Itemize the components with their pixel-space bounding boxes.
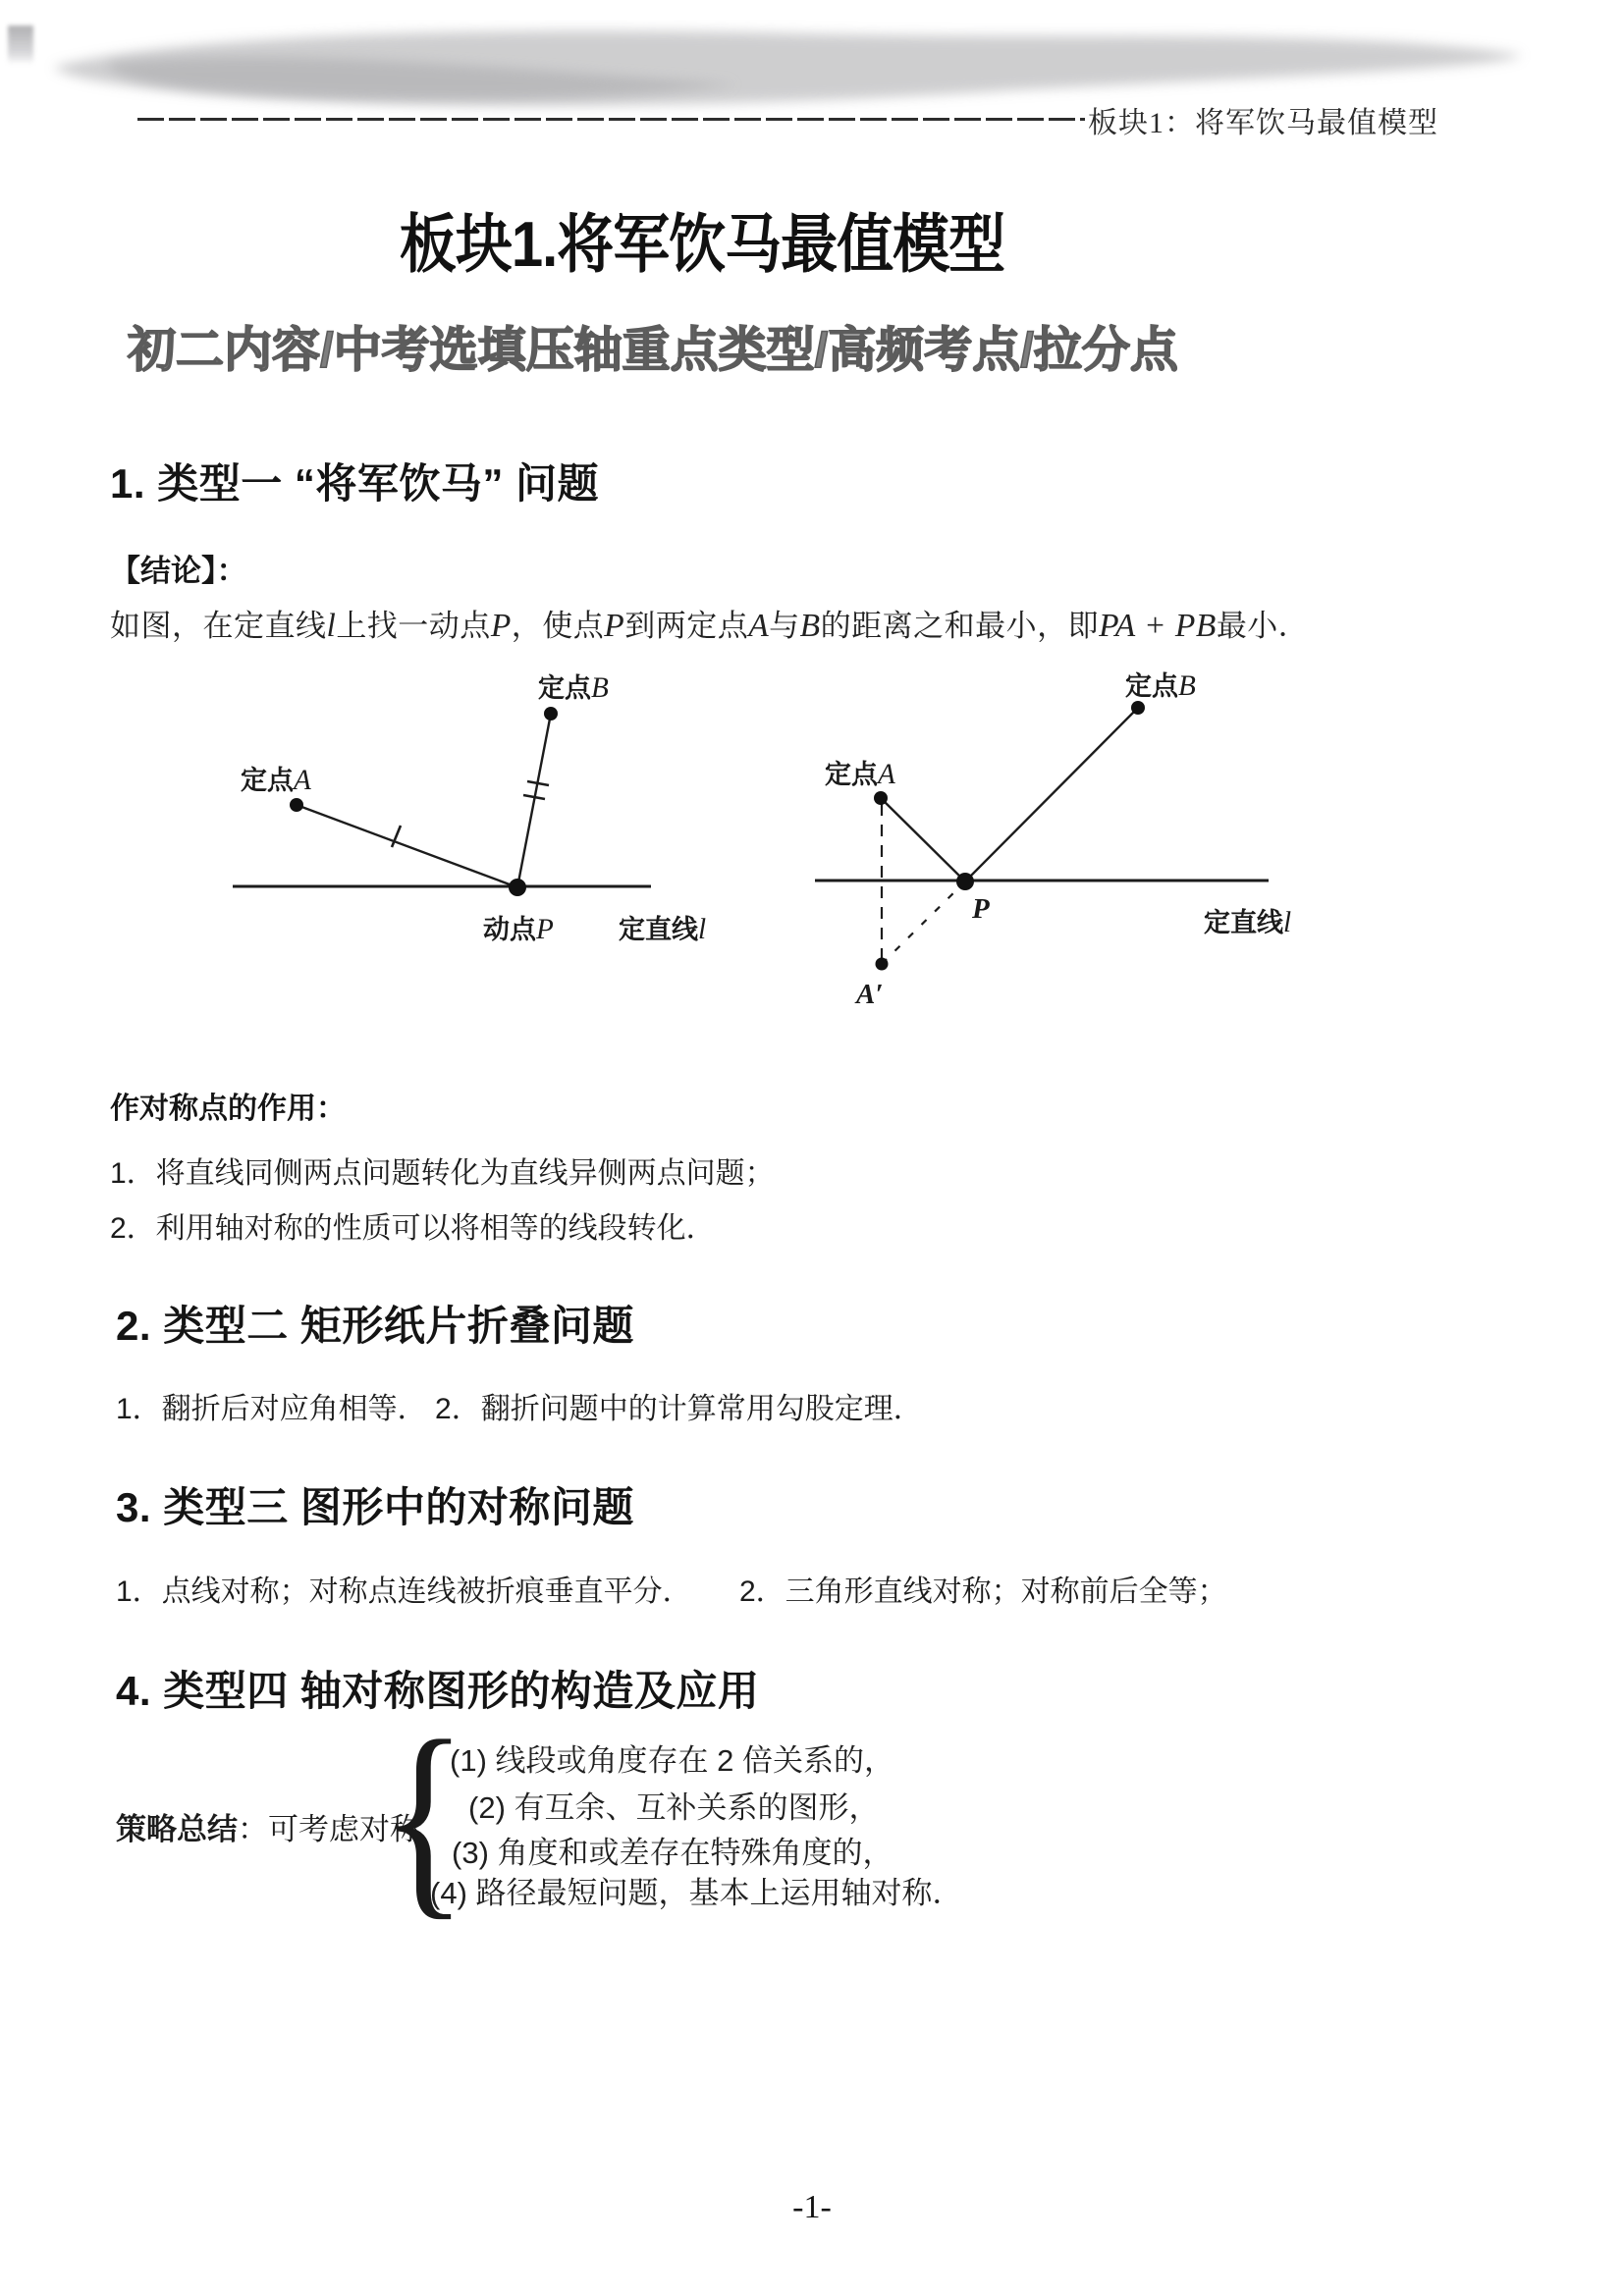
page-title: 板块1.将军饮马最值模型: [399, 208, 1005, 281]
strategy-item-3: (3) 角度和或差存在特殊角度的，: [452, 1836, 893, 1870]
symmetry-item-2: 2．利用轴对称的性质可以将相等的线段转化．: [110, 1212, 716, 1245]
symmetry-heading: 作对称点的作用：: [110, 1093, 346, 1125]
strategy-item-1: (1) 线段或角度存在 2 倍关系的，: [450, 1743, 894, 1778]
strategy-summary-label: 策略总结：可考虑对称: [116, 1812, 420, 1846]
strategy-item-4: (4) 路径最短问题，基本上运用轴对称．: [430, 1876, 963, 1910]
conclusion-label: 【结论】：: [110, 554, 247, 588]
label-fixed-point-a: 定点A: [241, 765, 311, 796]
strategy-item-2: (2) 有互余、互补关系的图形，: [468, 1790, 880, 1825]
page-subtitle: 初二内容/中考选填压轴重点类型/高频考点/拉分点: [128, 324, 1178, 377]
label-fixed-point-b: 定点B: [1125, 670, 1196, 702]
section-2-body: 1．翻折后对应角相等． 2．翻折问题中的计算常用勾股定理．: [116, 1393, 923, 1425]
section-4-heading: 4. 类型四 轴对称图形的构造及应用: [116, 1668, 760, 1714]
label-fixed-line-right: 定直线l: [1204, 907, 1292, 938]
symmetry-item-1: 1．将直线同侧两点问题转化为直线异侧两点问题；: [110, 1157, 775, 1190]
diagram-left: [147, 643, 854, 987]
diagram-right-drawing: [805, 643, 1316, 1036]
label-fixed-point-a: 定点A: [825, 759, 895, 790]
section-3-body-1: 1．点线对称；对称点连线被折痕垂直平分．: [116, 1575, 692, 1608]
header-rule: [137, 118, 1085, 121]
page-number: -1-: [792, 2189, 832, 2225]
strategy-brace: {: [381, 1696, 467, 1938]
label-point-a-prime: A′: [856, 979, 884, 1010]
section-2-heading: 2. 类型二 矩形纸片折叠问题: [116, 1303, 634, 1349]
section-1-heading: 1. 类型一 “将军饮马” 问题: [110, 460, 600, 507]
label-fixed-line-left: 定直线l: [619, 914, 707, 945]
section-3-body-2: 2．三角形直线对称；对称前后全等；: [739, 1575, 1227, 1608]
header-chapter-label: 板块1：将军饮马最值模型: [1088, 107, 1438, 139]
label-moving-point-p: 动点P: [483, 914, 554, 945]
scan-edge-mark: [8, 26, 33, 65]
label-fixed-point-b: 定点B: [538, 672, 609, 704]
section-3-heading: 3. 类型三 图形中的对称问题: [116, 1484, 634, 1530]
conclusion-text: 如图，在定直线l上找一动点P，使点P到两定点A与B的距离之和最小，即PA + PB最小．: [110, 608, 1310, 644]
diagram-right: [805, 643, 1316, 1036]
label-point-p: P: [972, 893, 990, 925]
